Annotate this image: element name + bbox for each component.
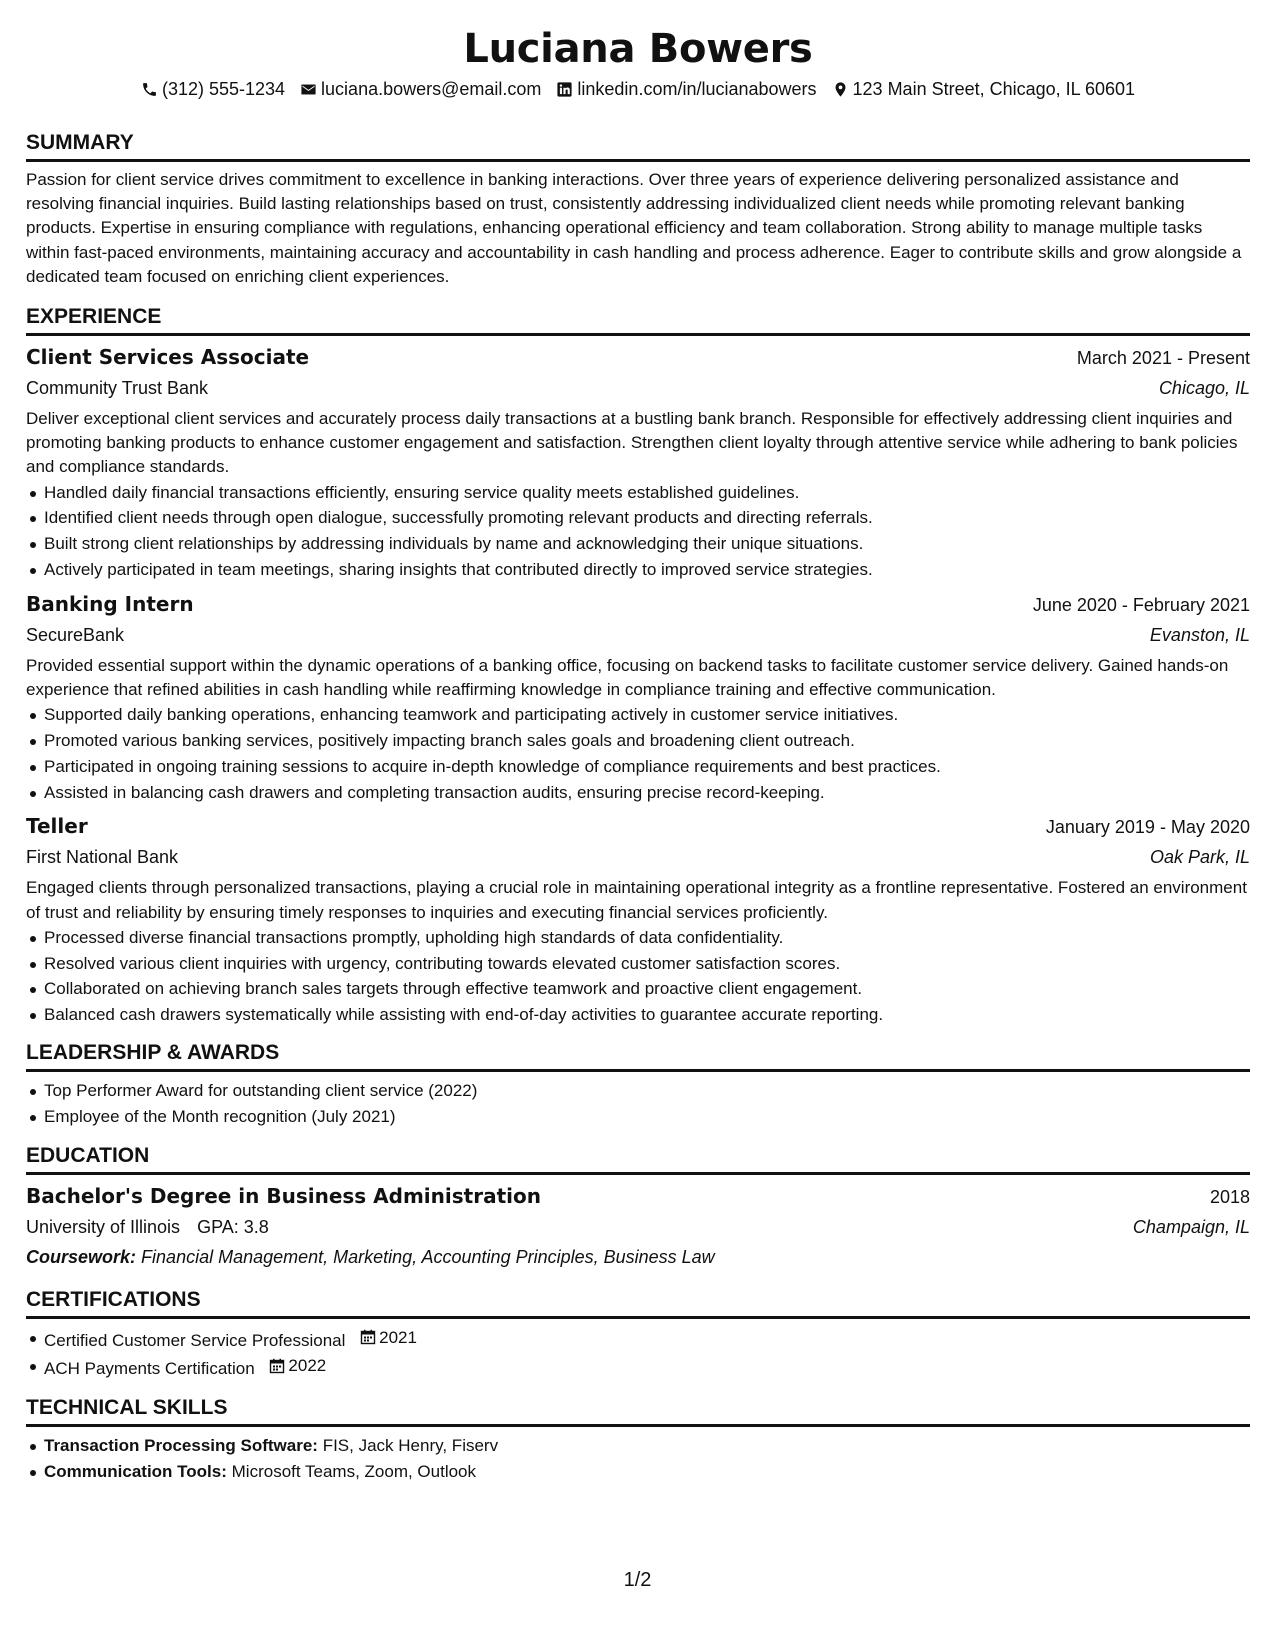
contact-phone bbox=[141, 77, 285, 101]
list-item: Balanced cash drawers systematically while assisting with end-of-day activities to guarantee accurate reporting. bbox=[26, 1002, 1250, 1028]
summary-text: Passion for client service drives commitment to excellence in banking interactions. Over three years of experience delivering personalized assistance and resolving financial inquiries. Build lasting relationships based on trust, consistently addressing individualized client needs while promoting relevant banking products. Expertise in ensuring compliance with regulations, enhancing operational efficiency and team collaboration. Strong ability to manage multiple tasks within fast-paced environments, maintaining accuracy and accountability in cash handling and process adherence. Eager to contribute skills and grow alongside a dedicated team focused on enriching client experiences. bbox=[26, 170, 1242, 286]
list-item: Resolved various client inquiries with urgency, contributing towards elevated customer satisfaction scores. bbox=[26, 951, 1250, 977]
list-item: Assisted in balancing cash drawers and completing transaction audits, ensuring precise record-keeping. bbox=[26, 780, 1250, 806]
cert-year: 2021 bbox=[379, 1327, 417, 1347]
section-title: TECHNICAL SKILLS bbox=[26, 1395, 1250, 1427]
contact-address bbox=[832, 77, 1136, 101]
resume-page bbox=[26, 0, 1250, 1485]
candidate-name: Luciana Bowers bbox=[463, 26, 813, 72]
phone-text: (312) 555-1234 bbox=[161, 79, 286, 99]
list-item: Employee of the Month recognition (July 2021) bbox=[26, 1104, 1250, 1130]
coursework-line bbox=[26, 1242, 1250, 1272]
list-item: Promoted various banking services, positively impacting branch sales goals and broadening client outreach. bbox=[26, 728, 1250, 754]
contact-email[interactable] bbox=[300, 77, 541, 101]
phone-icon bbox=[141, 81, 158, 98]
education-section bbox=[26, 1143, 1250, 1272]
job-company: SecureBank bbox=[26, 624, 125, 645]
cert-name: Certified Customer Service Professional bbox=[44, 1330, 346, 1350]
coursework-label: Coursework: bbox=[26, 1246, 137, 1267]
job-subheader bbox=[26, 842, 1250, 872]
job-description: Provided essential support within the dynamic operations of a banking office, focusing on backend tasks to facilitate customer service delivery. Gained hands-on experience that refined abilities in cash handling while reaffirming knowledge in compliance training and effective communication. bbox=[26, 655, 1229, 700]
education-header bbox=[26, 1181, 1250, 1212]
section-title: LEADERSHIP & AWARDS bbox=[26, 1040, 1250, 1072]
envelope-icon bbox=[300, 81, 317, 98]
certifications-list bbox=[26, 1325, 1250, 1382]
list-item bbox=[26, 1459, 1250, 1485]
gpa: GPA: 3.8 bbox=[197, 1216, 269, 1237]
coursework-list: Financial Management, Marketing, Accounting Principles, Business Law bbox=[141, 1246, 715, 1267]
job-entry bbox=[26, 811, 1250, 1028]
leadership-section bbox=[26, 1040, 1250, 1130]
education-subheader bbox=[26, 1212, 1250, 1242]
job-bullets bbox=[26, 925, 1250, 1028]
cert-year: 2022 bbox=[288, 1356, 327, 1376]
linkedin-icon bbox=[556, 81, 573, 98]
map-marker-icon bbox=[832, 81, 849, 98]
cert-date bbox=[269, 1353, 326, 1379]
list-item: Participated in ongoing training sessions to acquire in-depth knowledge of compliance requirements and best practices. bbox=[26, 754, 1250, 780]
job-dates: March 2021 - Present bbox=[1076, 348, 1250, 369]
job-company: First National Bank bbox=[26, 847, 179, 868]
graduation-year: 2018 bbox=[1209, 1186, 1250, 1207]
list-item: Built strong client relationships by addressing individuals by name and acknowledging their unique situations. bbox=[26, 531, 1250, 557]
job-header bbox=[26, 342, 1250, 373]
job-dates: January 2019 - May 2020 bbox=[1045, 817, 1250, 838]
list-item: Handled daily financial transactions efficiently, ensuring service quality meets established guidelines. bbox=[26, 480, 1250, 506]
job-header bbox=[26, 811, 1250, 842]
contact-bar bbox=[26, 77, 1250, 101]
job-location: Chicago, IL bbox=[1158, 378, 1250, 399]
skills-list bbox=[26, 1433, 1250, 1485]
job-description: Engaged clients through personalized transactions, playing a crucial role in maintaining operational integrity as a frontline representative. Fostered an environment of trust and reliability by ensuring timely responses to inquiries and executing financial services proficiently. bbox=[26, 878, 1247, 922]
linkedin-text: linkedin.com/in/lucianabowers bbox=[577, 79, 817, 99]
job-title: Teller bbox=[26, 814, 88, 839]
skill-values: Microsoft Teams, Zoom, Outlook bbox=[231, 1461, 477, 1481]
list-item bbox=[26, 1353, 1250, 1382]
awards-list bbox=[26, 1078, 1250, 1130]
school-name: University of Illinois bbox=[26, 1216, 181, 1237]
section-title: EXPERIENCE bbox=[26, 304, 1250, 336]
section-title: EDUCATION bbox=[26, 1143, 1250, 1175]
job-entry bbox=[26, 589, 1250, 806]
section-title: SUMMARY bbox=[26, 130, 1250, 162]
address-text: 123 Main Street, Chicago, IL 60601 bbox=[852, 79, 1136, 99]
cert-date bbox=[360, 1325, 417, 1351]
calendar-icon bbox=[269, 1358, 285, 1374]
job-entry bbox=[26, 342, 1250, 583]
skill-category: Communication Tools: bbox=[44, 1461, 227, 1481]
contact-linkedin[interactable] bbox=[556, 77, 816, 101]
job-location: Oak Park, IL bbox=[1149, 847, 1250, 868]
school-info bbox=[26, 1212, 269, 1242]
list-item: Processed diverse financial transactions promptly, upholding high standards of data confidentiality. bbox=[26, 925, 1250, 951]
list-item bbox=[26, 1325, 1250, 1354]
degree-title: Bachelor's Degree in Business Administration bbox=[26, 1183, 541, 1208]
skill-category: Transaction Processing Software: bbox=[44, 1435, 318, 1455]
job-bullets bbox=[26, 702, 1250, 805]
job-subheader bbox=[26, 373, 1250, 403]
job-title: Banking Intern bbox=[26, 591, 194, 616]
job-location: Evanston, IL bbox=[1149, 624, 1250, 645]
job-header bbox=[26, 589, 1250, 620]
certifications-section bbox=[26, 1287, 1250, 1382]
list-item bbox=[26, 1433, 1250, 1459]
list-item: Supported daily banking operations, enhancing teamwork and participating actively in customer service initiatives. bbox=[26, 702, 1250, 728]
page-number: 1/2 bbox=[623, 1569, 652, 1591]
job-company: Community Trust Bank bbox=[26, 378, 209, 399]
job-title: Client Services Associate bbox=[26, 345, 310, 370]
list-item: Actively participated in team meetings, sharing insights that contributed directly to improved service strategies. bbox=[26, 557, 1250, 583]
job-dates: June 2020 - February 2021 bbox=[1032, 594, 1250, 615]
list-item: Collaborated on achieving branch sales targets through effective teamwork and proactive client engagement. bbox=[26, 976, 1250, 1002]
school-location: Champaign, IL bbox=[1132, 1216, 1250, 1237]
skill-values: FIS, Jack Henry, Fiserv bbox=[322, 1435, 499, 1455]
job-description: Deliver exceptional client services and accurately process daily transactions at a bustling bank branch. Responsible for effectively addressing client inquiries and promoting banking products to enhance customer engagement and satisfaction. Strengthen client loyalty through attentive service while adhering to bank policies and compliance standards. bbox=[26, 409, 1238, 477]
calendar-icon bbox=[360, 1329, 376, 1345]
summary-section bbox=[26, 130, 1250, 289]
skills-section bbox=[26, 1395, 1250, 1485]
job-bullets bbox=[26, 480, 1250, 583]
job-subheader bbox=[26, 620, 1250, 650]
experience-section bbox=[26, 304, 1250, 1028]
list-item: Top Performer Award for outstanding client service (2022) bbox=[26, 1078, 1250, 1104]
cert-name: ACH Payments Certification bbox=[44, 1359, 255, 1379]
section-title: CERTIFICATIONS bbox=[26, 1287, 1250, 1319]
list-item: Identified client needs through open dialogue, successfully promoting relevant products and directing referrals. bbox=[26, 505, 1250, 531]
email-text: luciana.bowers@email.com bbox=[321, 79, 542, 99]
